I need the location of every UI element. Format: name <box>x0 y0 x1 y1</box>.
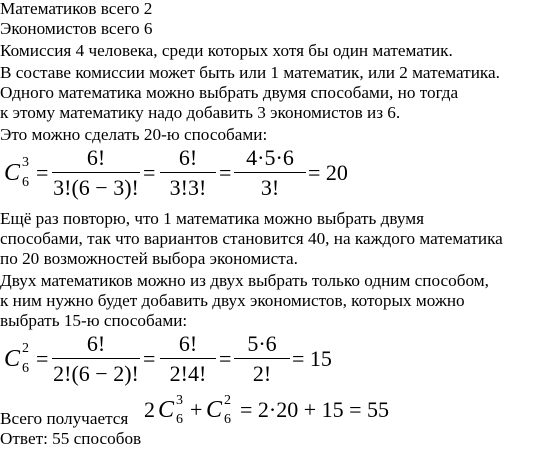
formula-subscript: 6 <box>22 361 29 376</box>
text-line: выбрать 15-ю способами: <box>0 311 188 330</box>
text-line: Комиссия 4 человека, среди которых хотя бы один математик. <box>0 41 453 60</box>
text-line: к этому математику надо добавить 3 экономистов из 6. <box>0 103 401 122</box>
text-line: Двух математиков можно из двух выбрать только одним способом, <box>0 271 489 290</box>
fraction-bar <box>52 358 140 359</box>
formula-subscript: 6 <box>22 175 29 190</box>
fraction <box>160 146 216 200</box>
formula-equals: = <box>36 160 49 185</box>
fraction-denominator: 3!(6 − 3)! <box>53 175 139 200</box>
formula-superscript: 2 <box>224 393 231 408</box>
text-line: В составе комиссии может быть или 1 математик, или 2 математика. <box>0 63 500 82</box>
fraction-numerator: 6! <box>86 331 106 356</box>
fraction-denominator: 3! <box>260 175 280 200</box>
fraction <box>234 332 290 386</box>
formula-equals: = <box>143 346 156 371</box>
fraction-bar <box>52 172 140 173</box>
text-line: к ним нужно будет добавить двух экономистов, которых можно <box>0 291 465 310</box>
fraction-denominator: 2!4! <box>169 361 207 386</box>
fraction-denominator: 2! <box>252 361 272 386</box>
text-line: по 20 возможностей выбора экономиста. <box>0 249 298 268</box>
formula-superscript: 3 <box>22 155 29 170</box>
formula-plus: + <box>190 397 203 422</box>
formula-subscript: 6 <box>176 412 183 427</box>
formula-result: = 2·20 + 15 = 55 <box>240 397 390 422</box>
text-line: Математиков всего 2 <box>0 0 153 18</box>
text-line: Ещё раз повторю, что 1 математика можно выбрать двумя <box>0 209 425 228</box>
fraction-bar <box>234 172 306 173</box>
formula-c-symbol: C <box>4 346 21 372</box>
text-line: способами, так что вариантов становится 40, на каждого математика <box>0 229 503 248</box>
text-line: Всего получается <box>0 409 129 428</box>
text-line: Ответ: 55 способов <box>0 429 142 448</box>
formula-c-symbol: C <box>158 397 175 423</box>
fraction <box>234 146 306 200</box>
formula-equals: = <box>36 346 49 371</box>
fraction <box>52 146 140 200</box>
formula-result: = 15 <box>292 346 332 371</box>
fraction-denominator: 2!(6 − 2)! <box>53 361 139 386</box>
formula-superscript: 3 <box>176 393 183 408</box>
fraction-numerator: 6! <box>178 145 198 170</box>
formula-superscript: 2 <box>22 341 29 356</box>
formula-c-symbol: C <box>4 160 21 186</box>
fraction-numerator: 6! <box>178 331 198 356</box>
fraction-numerator: 6! <box>86 145 106 170</box>
fraction-denominator: 3!3! <box>169 175 207 200</box>
formula-coefficient: 2 <box>144 397 155 422</box>
formula-c-symbol: C <box>206 397 223 423</box>
formula-equals: = <box>219 346 232 371</box>
fraction-bar <box>234 358 290 359</box>
text-line: Это можно сделать 20-ю способами: <box>0 125 268 144</box>
formula-subscript: 6 <box>224 412 231 427</box>
text-line: Экономистов всего 6 <box>0 19 153 38</box>
fraction <box>160 332 216 386</box>
formula-equals: = <box>143 160 156 185</box>
text-line: Одного математика можно выбрать двумя способами, но тогда <box>0 83 459 102</box>
formula-result: = 20 <box>308 160 348 185</box>
fraction <box>52 332 140 386</box>
fraction-numerator: 4·5·6 <box>246 145 294 170</box>
formula-equals: = <box>219 160 232 185</box>
fraction-bar <box>160 358 216 359</box>
fraction-numerator: 5·6 <box>247 331 277 356</box>
fraction-bar <box>160 172 216 173</box>
